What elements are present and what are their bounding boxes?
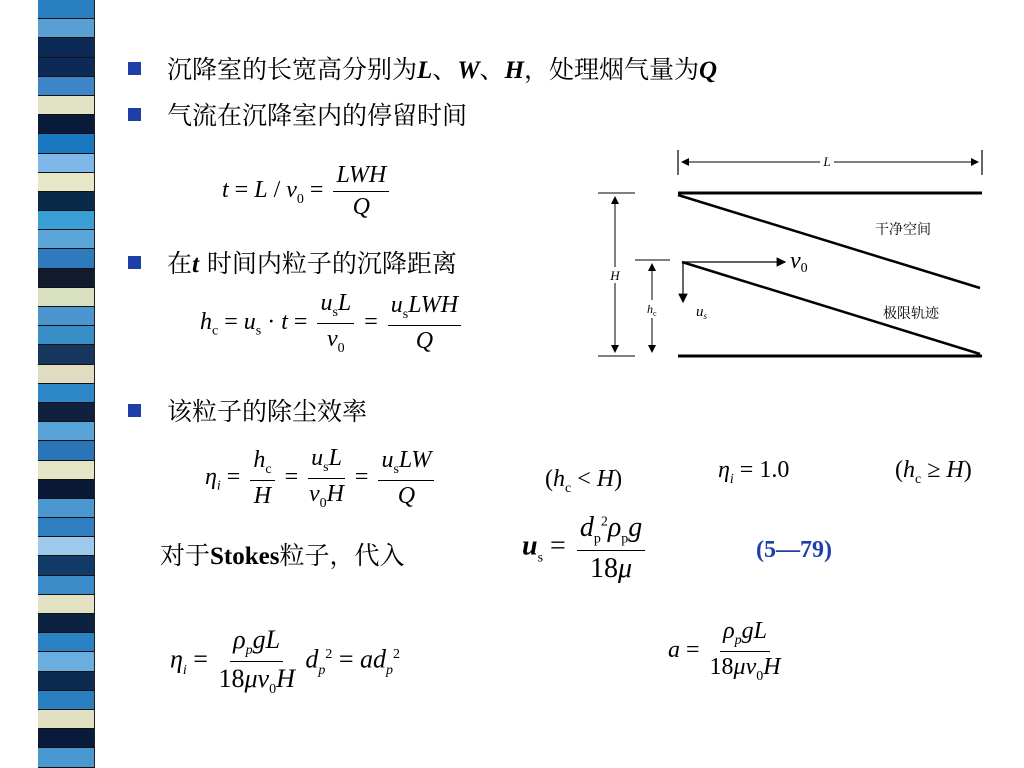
stokes-line xyxy=(160,536,405,572)
L-label: L xyxy=(823,154,831,169)
stripe-block xyxy=(38,77,94,96)
bullet-marker xyxy=(128,62,141,75)
equation-residence-time: $t = L / v_0$ = $\frac{\text{LWH}}{Q}$ xyxy=(222,162,393,221)
bullet-text: 气流在沉降室内的停留时间 xyxy=(167,101,468,130)
stripe-block xyxy=(38,38,94,57)
stripe-block xyxy=(38,249,94,268)
stripe-block xyxy=(38,576,94,595)
stripe-block xyxy=(38,134,94,153)
stokes-text: 对于Stokes粒子，代入 xyxy=(160,541,405,570)
stripe-block xyxy=(38,192,94,211)
equation-number: (5—79) xyxy=(756,537,832,563)
stripe-block xyxy=(38,173,94,192)
equation-stokes-velocity: $u_s$ = $\frac{d_p^2\rho_pg}{18\mu}$ xyxy=(522,512,649,585)
condition-hc-geq-H: $(h_c \ge H)$ xyxy=(895,457,972,487)
stripe-block xyxy=(38,115,94,134)
bullet-text: 该粒子的除尘效率 xyxy=(167,397,368,426)
stripe-block xyxy=(38,365,94,384)
stripe-block xyxy=(38,307,94,326)
bullet-residence-time xyxy=(128,96,467,132)
stripe-block xyxy=(38,403,94,422)
stripe-block xyxy=(38,633,94,652)
stripe-block xyxy=(38,0,94,19)
stripe-block xyxy=(38,652,94,671)
bullet-marker xyxy=(128,108,141,121)
stripe-block xyxy=(38,729,94,748)
equation-efficiency-full: $\eta_i = 1.0$ xyxy=(718,457,790,487)
limit-trajectory-label: 极限轨迹 xyxy=(883,306,939,322)
equation-efficiency: $\eta_i$ = $\frac{h_c}{H}$ = $\frac{u_sL}{v_0H}$ = $\frac{u_sLW}{Q}$ xyxy=(205,445,438,512)
stripe-block xyxy=(38,672,94,691)
stripe-block xyxy=(38,345,94,364)
stripe-block xyxy=(38,537,94,556)
decorative-stripe xyxy=(38,0,95,768)
us-label: $u_s$ xyxy=(696,304,708,321)
stripe-block xyxy=(38,614,94,633)
bullet-text: 在t 时间内粒子的沉降距离 xyxy=(167,249,457,278)
stripe-block xyxy=(38,691,94,710)
stripe-block xyxy=(38,556,94,575)
bullet-text: 沉降室的长宽高分别为L、W、H，处理烟气量为Q xyxy=(167,55,718,84)
stripe-block xyxy=(38,96,94,115)
stripe-block xyxy=(38,58,94,77)
settling-chamber-diagram xyxy=(590,145,1000,370)
equation-constant-a: a = $\frac{\rho_pgL}{18\mu v_0H}$ xyxy=(668,618,781,684)
stripe-block xyxy=(38,422,94,441)
stripe-block xyxy=(38,154,94,173)
v0-label: v0 xyxy=(790,248,808,276)
bullet-marker xyxy=(128,404,141,417)
stripe-block xyxy=(38,326,94,345)
hc-label: $h_c$ xyxy=(647,302,657,318)
bullet-settling-distance xyxy=(128,244,457,280)
stripe-block xyxy=(38,384,94,403)
stripe-block xyxy=(38,19,94,38)
stripe-block xyxy=(38,518,94,537)
condition-hc-less-H: $(h_c < H)$ xyxy=(545,466,623,496)
clean-space-label: 干净空间 xyxy=(875,222,931,238)
stripe-block xyxy=(38,441,94,460)
stripe-block xyxy=(38,499,94,518)
stripe-block xyxy=(38,595,94,614)
stripe-block xyxy=(38,710,94,729)
stripe-block xyxy=(38,480,94,499)
stripe-block xyxy=(38,288,94,307)
equation-efficiency-stokes: $\eta_i$ = $\frac{\rho_pgL}{18\mu v_0H}$ $d_p^2 = ad_p^2$ xyxy=(170,625,401,698)
stripe-block xyxy=(38,211,94,230)
stripe-block xyxy=(38,269,94,288)
stripe-block xyxy=(38,230,94,249)
stripe-block xyxy=(38,748,94,767)
equation-settling-distance: $h_c = u_s \cdot t$ = $\frac{u_sL}{v_0}$ = $\frac{u_sLWH}{Q}$ xyxy=(200,290,465,357)
stripe-block xyxy=(38,461,94,480)
bullet-efficiency xyxy=(128,392,367,428)
H-label: H xyxy=(610,268,620,283)
bullet-dimensions xyxy=(128,50,717,86)
bullet-marker xyxy=(128,256,141,269)
